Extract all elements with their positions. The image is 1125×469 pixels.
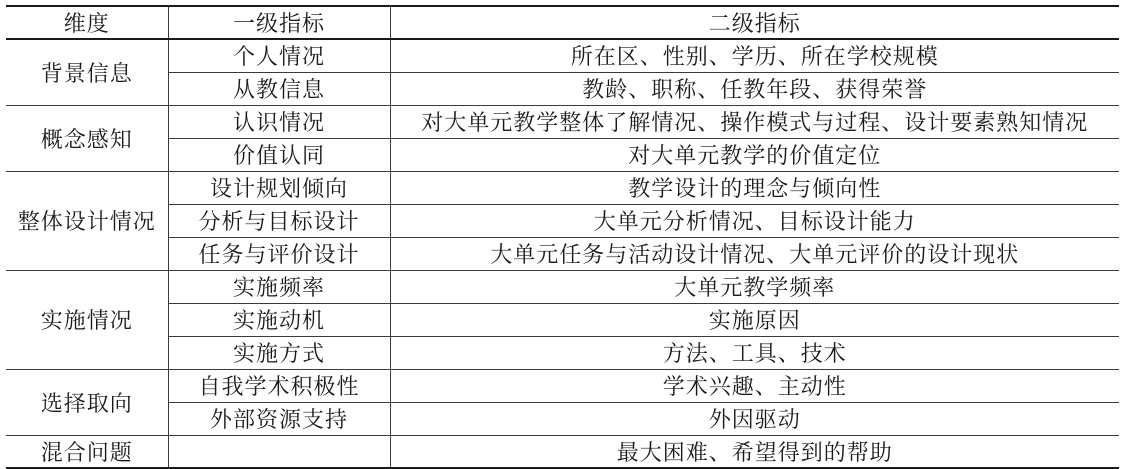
table-row xyxy=(6,138,1119,171)
level1-cell: 从教信息 xyxy=(168,72,390,105)
level2-cell: 大单元任务与活动设计情况、大单元评价的设计现状 xyxy=(390,237,1119,270)
indicator-table xyxy=(6,5,1119,469)
table-row xyxy=(6,435,1119,468)
level1-cell: 分析与目标设计 xyxy=(168,204,390,237)
level2-cell: 学术兴趣、主动性 xyxy=(390,369,1119,402)
level1-cell: 实施频率 xyxy=(168,270,390,303)
header-level2: 二级指标 xyxy=(390,6,1119,39)
header-row xyxy=(6,6,1119,39)
level2-cell: 对大单元教学整体了解情况、操作模式与过程、设计要素熟知情况 xyxy=(390,105,1119,138)
table-row xyxy=(6,237,1119,270)
dimension-cell: 混合问题 xyxy=(6,435,168,468)
level2-cell: 对大单元教学的价值定位 xyxy=(390,138,1119,171)
table-row xyxy=(6,270,1119,303)
level1-cell: 个人情况 xyxy=(168,39,390,72)
table-row xyxy=(6,171,1119,204)
dimension-cell: 实施情况 xyxy=(6,270,168,369)
table-row xyxy=(6,336,1119,369)
level2-cell: 教龄、职称、任教年段、获得荣誉 xyxy=(390,72,1119,105)
level1-cell: 设计规划倾向 xyxy=(168,171,390,204)
dimension-cell: 概念感知 xyxy=(6,105,168,171)
level2-cell: 最大困难、希望得到的帮助 xyxy=(390,435,1119,468)
level1-cell: 外部资源支持 xyxy=(168,402,390,435)
level1-cell: 实施方式 xyxy=(168,336,390,369)
header-dimension: 维度 xyxy=(6,6,168,39)
dimension-cell: 背景信息 xyxy=(6,39,168,105)
header-level1: 一级指标 xyxy=(168,6,390,39)
level1-cell: 认识情况 xyxy=(168,105,390,138)
level2-cell: 所在区、性别、学历、所在学校规模 xyxy=(390,39,1119,72)
table-row xyxy=(6,72,1119,105)
level2-cell: 大单元分析情况、目标设计能力 xyxy=(390,204,1119,237)
table-header xyxy=(6,6,1119,39)
level2-cell: 教学设计的理念与倾向性 xyxy=(390,171,1119,204)
level2-cell: 方法、工具、技术 xyxy=(390,336,1119,369)
level1-cell: 实施动机 xyxy=(168,303,390,336)
level2-cell: 外因驱动 xyxy=(390,402,1119,435)
dimension-cell: 选择取向 xyxy=(6,369,168,435)
table-row xyxy=(6,303,1119,336)
dimension-cell: 整体设计情况 xyxy=(6,171,168,270)
table-row xyxy=(6,402,1119,435)
level2-cell: 大单元教学频率 xyxy=(390,270,1119,303)
level1-cell: 价值认同 xyxy=(168,138,390,171)
level2-cell: 实施原因 xyxy=(390,303,1119,336)
table-row xyxy=(6,39,1119,72)
level1-cell: 任务与评价设计 xyxy=(168,237,390,270)
level1-cell: 自我学术积极性 xyxy=(168,369,390,402)
table-row xyxy=(6,105,1119,138)
table-body xyxy=(6,39,1119,468)
table-row xyxy=(6,369,1119,402)
table-row xyxy=(6,204,1119,237)
level1-cell xyxy=(168,435,390,468)
